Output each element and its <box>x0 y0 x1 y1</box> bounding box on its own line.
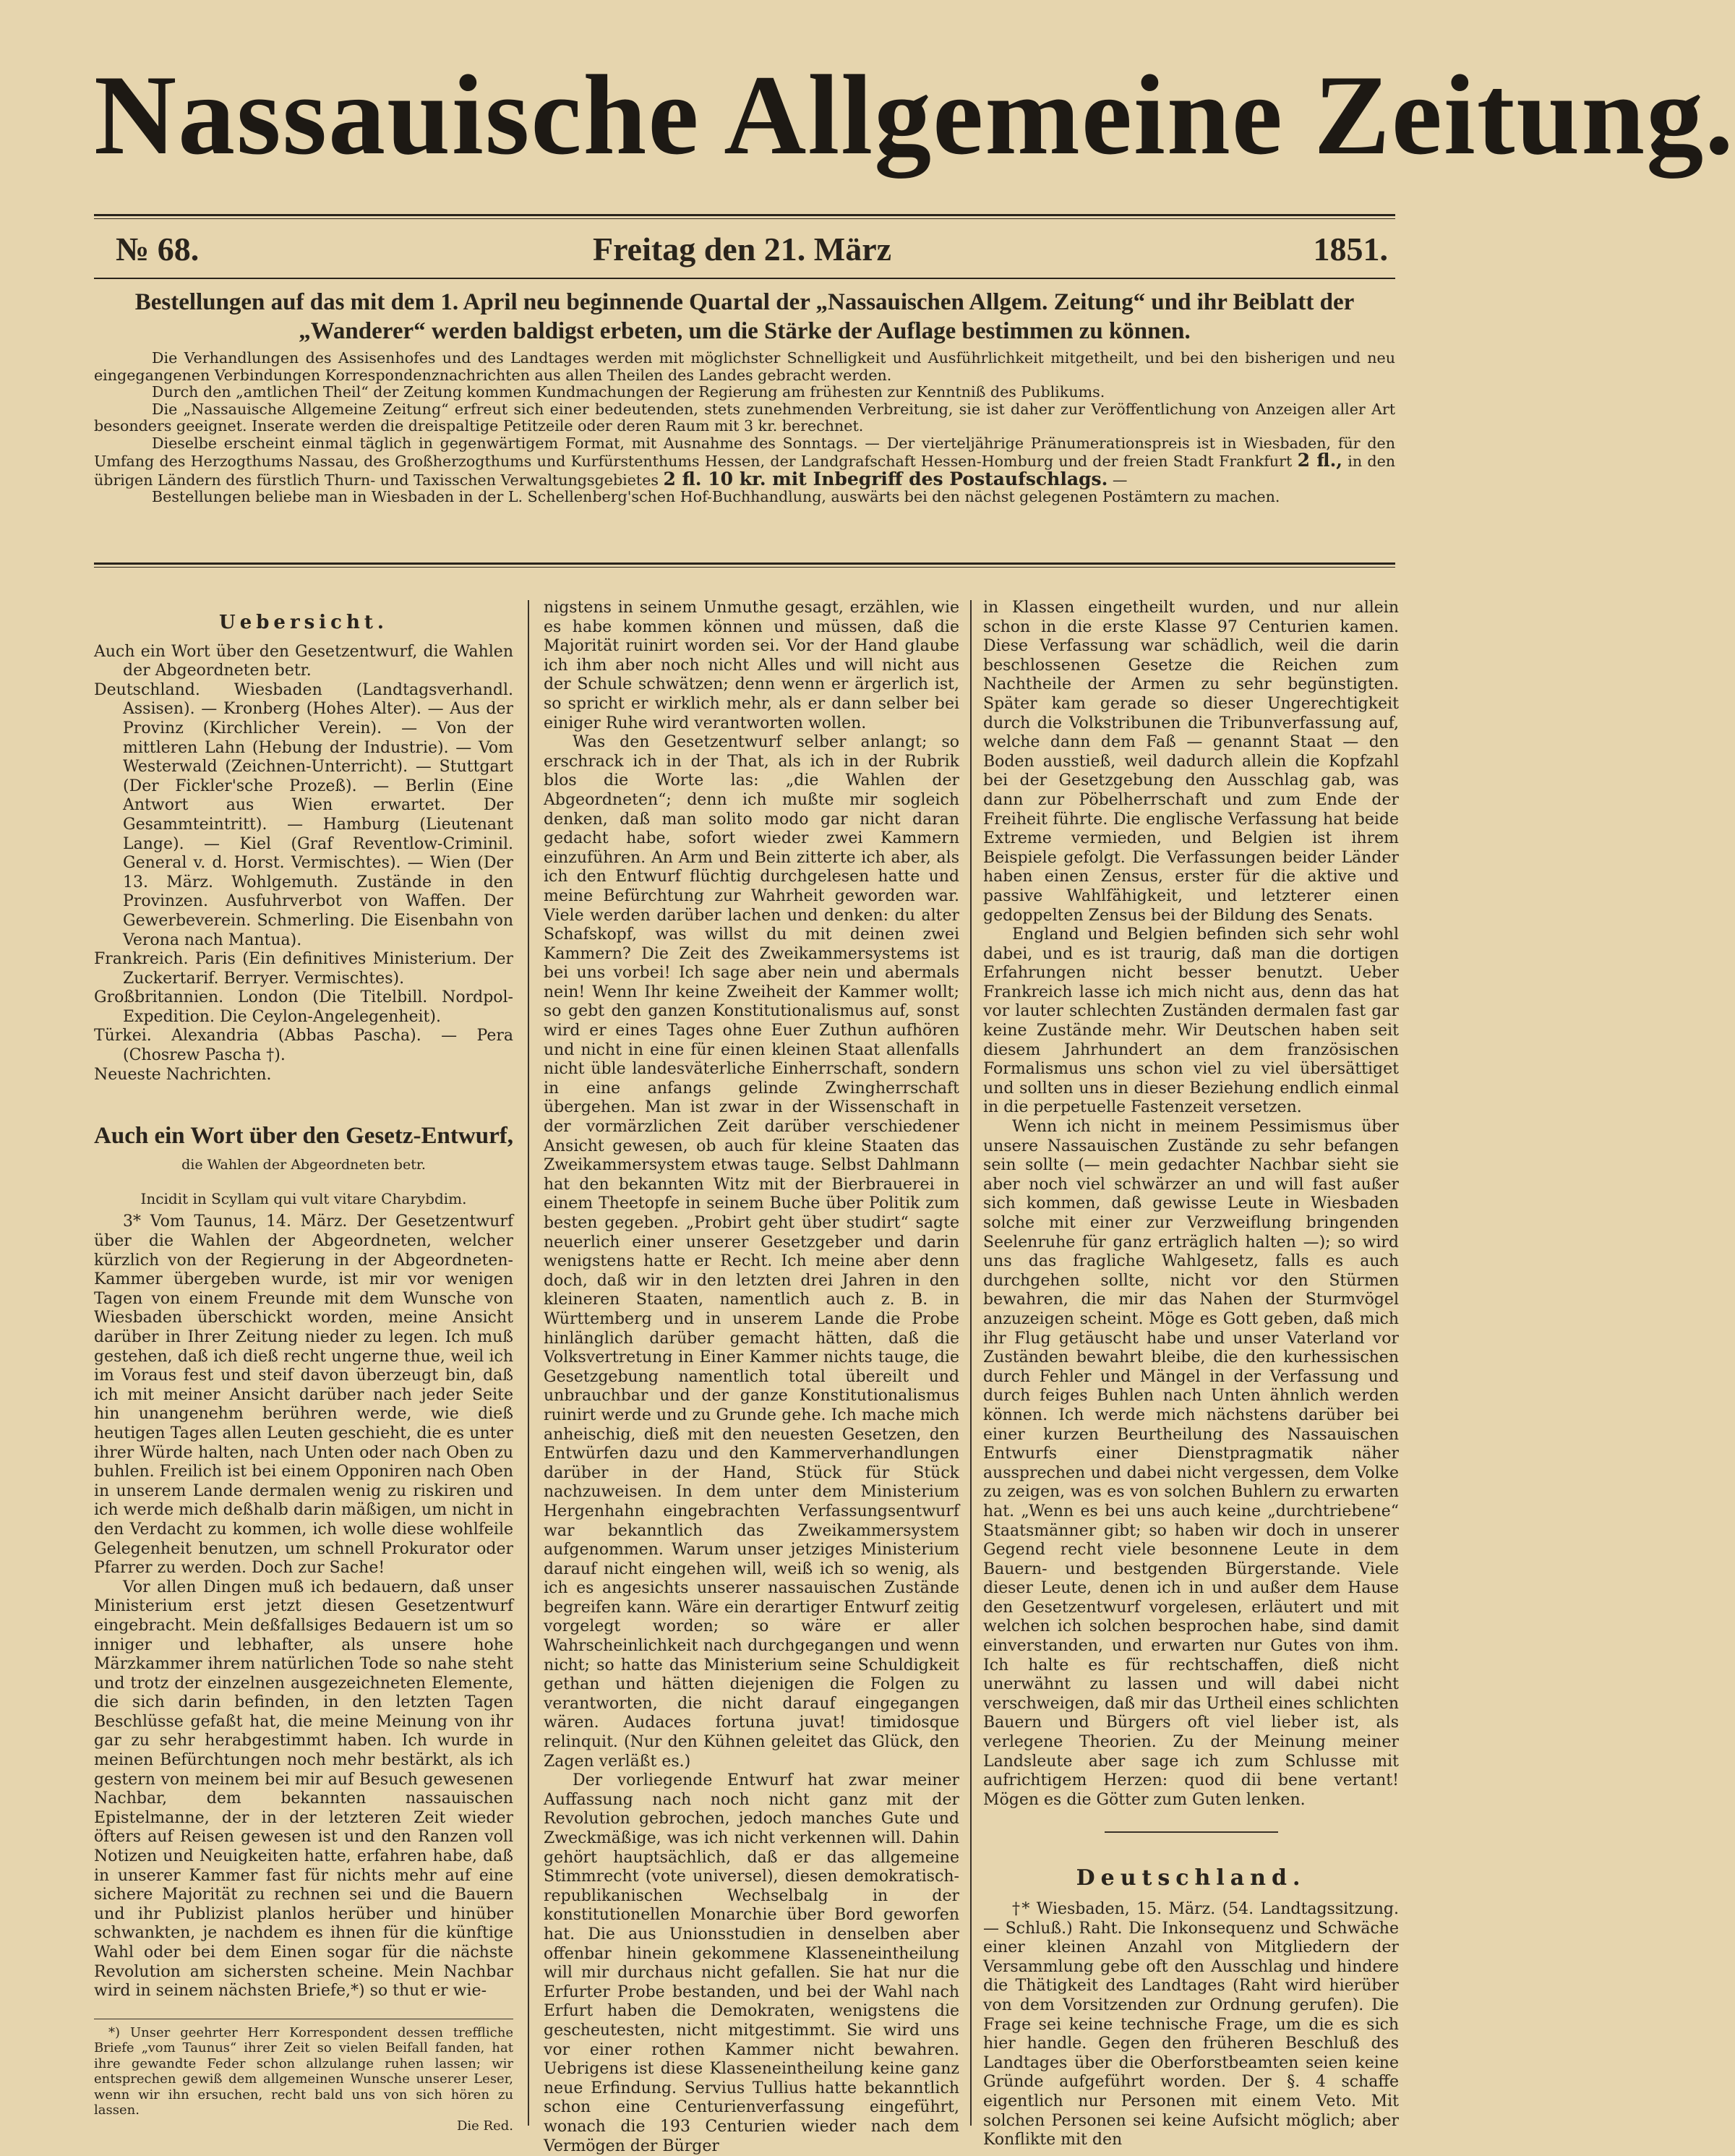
column-divider <box>970 600 972 2126</box>
toc-item: Türkei. Alexandria (Abbas Pascha). — Pera (Chosrew Pascha †). <box>94 1027 513 1065</box>
notice-paragraph-price <box>94 435 1395 489</box>
table-of-contents <box>94 643 513 1085</box>
footnote-signature: Die Red. <box>456 2118 513 2134</box>
article-title: Auch ein Wort über den Gesetz-Entwurf, <box>94 1123 513 1150</box>
notice-paragraph: Die Verhandlungen des Assisenhofes und des Landtages werden mit möglichster Schnelligkeit und Ausführlichkeit mitgetheilt, und bei den bisherigen und neu eingegangenen Verbindungen Korrespondenznachrichten aus allen Theilen des Landes gebracht werden. <box>94 349 1395 384</box>
footnote-text: *) Unser geehrter Herr Korrespondent dessen treffliche Briefe „vom Taunus“ ihrer Zeit so vielen Beifall fanden, hat ihre gewandte Feder schon allzulange ruhen lassen; wir entsprechen gewiß dem allgemeinen Wunsche unserer Leser, wenn wir ihn ersuchen, recht bald uns von sich hören zu lassen. <box>94 2024 513 2118</box>
column-1 <box>94 599 513 2134</box>
section-separator <box>1105 1831 1278 1833</box>
masthead-rule-top <box>94 214 1395 216</box>
notice-text: — <box>1112 471 1128 489</box>
dateline <box>116 230 1388 273</box>
article-paragraph: Der vorliegende Entwurf hat zwar meiner Auffassung nach noch nicht ganz mit der Revolution gebrochen, jedoch manches Gute und Zweckmäßige, was ich nicht verkennen will. Dahin gehört hauptsächlich, daß er das allgemeine Stimmrecht (vote universel), diesen demokratisch-republikanischen Wechselbalg in der konstitutionellen Monarchie über Bord geworfen hat. Die aus Unionsstudien in denselben aber offenbar hinein gekommene Klasseneintheilung will mir durchaus nicht gefallen. Sie hat nur die Erfurter Probe bestanden, und bei der Wahl nach Erfurt haben die Demokraten, wenigstens die gescheutesten, nicht mitgestimmt. Sie wird uns vor einer rothen Kammer nicht bewahren. Uebrigens ist diese Klasseneintheilung keine ganz neue Erfindung. Servius Tullius hatte bekanntlich schon eine Centurienverfassung eingeführt, wonach die 193 Centurien wieder nach dem Vermögen der Bürger <box>544 1771 959 2155</box>
article-motto: Incidit in Scyllam qui vult vitare Charybdim. <box>140 1189 467 1207</box>
article-paragraph: in Klassen eingetheilt wurden, und nur allein schon in die erste Klasse 97 Centurien kamen. Diese Verfassung war schädlich, weil die darin beschlossenen Gesetze die Reichen zum Nachtheile der Armen zu sehr begünstigten. Später kam gerade so dieser Ungerechtigkeit durch die Volkstribunen die Tribunverfassung auf, welche dann dem Faß — genannt Staat — den Boden ausstieß, weil dadurch allein die Kopfzahl bei der Gesetzgebung den Ausschlag gab, was dann zur Pöbelherrschaft und zum Ende der Freiheit führte. Die englische Verfassung hat beide Extreme vermieden, und Belgien ist ihrem Beispiele gefolgt. Die Verfassungen beider Länder haben einen Zensus, erster für die aktive und passive Wahlfähigkeit, und letzterer einen gedoppelten Zensus bei der Bildung des Senats. <box>983 599 1399 925</box>
issue-year: 1851. <box>1313 231 1388 268</box>
notice-headline: Bestellungen auf das mit dem 1. April neu beginnende Quartal der „Nassauischen Allgem. Zeitung“ und ihr Beiblatt der „Wanderer“ werden baldigst erbeten, um die Stärke der Auflage bestimmen zu können. <box>134 289 1355 344</box>
issue-number: № 68. <box>116 231 200 268</box>
notice-rule-bottom <box>94 562 1395 565</box>
notice-text: Dieselbe erscheint einmal täglich in gegenwärtigem Format, mit Ausnahme des Sonntags. — Der vierteljährige Pränumerationspreis ist in Wiesbaden, für den Umfang des Herzogthums Nassau, des Großherzogthums und Kurfürstenthums Hessen, der Landgrafschaft Hessen-Homburg und der freien Stadt Frankfurt <box>94 434 1395 470</box>
column-2 <box>544 599 959 2155</box>
notice-paragraph: Durch den „amtlichen Theil“ der Zeitung kommen Kundmachungen der Regierung am frühesten zur Kenntniß des Publikums. <box>152 383 1105 401</box>
toc-item: Neueste Nachrichten. <box>94 1065 272 1084</box>
toc-item: Deutschland. Wiesbaden (Landtagsverhandl. Assisen). — Kronberg (Hohes Alter). — Aus der Provinz (Kirchlicher Verein). — Von der mittleren Lahn (Hebung der Industrie). — Vom Westerwald (Zeichnen-Unterricht). — Stuttgart (Der Fickler'sche Prozeß). — Berlin (Eine Antwort aus Wien erwartet. Der Gesammteintritt). — Hamburg (Lieutenant Lange). — Kiel (Graf Reventlow-Criminil. General v. d. Horst. Vermischtes). — Wien (Der 13. März. Wohlgemuth. Zustände in den Provinzen. Ausfuhrverbot von Waffen. Der Gewerbeverein. Schmerling. Die Eisenbahn von Verona nach Mantua). <box>94 680 513 949</box>
toc-item: Großbritannien. London (Die Titelbill. Nordpol-Expedition. Die Ceylon-Angelegenheit). <box>94 988 513 1026</box>
price-domestic: 2 fl., <box>1297 450 1342 471</box>
article-subtitle: die Wahlen der Abgeordneten betr. <box>181 1157 426 1173</box>
article-paragraph: †* Wiesbaden, 15. März. (54. Landtagssitzung. — Schluß.) Raht. Die Inkonsequenz und Schwäche einer kleinen Anzahl von Mitgliedern der Versammlung gebe oft den Ausschlag und hindere die Thätigkeit des Landtages (Raht wird hierüber von dem Vorsitzenden zur Ordnung gerufen). Die Frage sei keine technische Frage, um die es sich hier handle. Gegen den früheren Beschluß des Landtages über die Oberforstbeamten seien keine Gründe aufgeführt worden. Der §. 4 schaffe eigentlich nur Personen mit einem Veto. Mit solchen Personen sei keine Aufsicht möglich; aber Konflikte mit den <box>983 1900 1399 2149</box>
article-paragraph: Vor allen Dingen muß ich bedauern, daß unser Ministerium erst jetzt diesen Gesetzentwurf eingebracht. Mein deßfallsiges Bedauern ist um so inniger und lebhafter, als unsere hohe Märzkammer ihrem natürlichen Tode so nahe steht und trotz der einzelnen ausgezeichneten Elemente, die sich darin befinden, in den letzten Tagen Beschlüsse gefaßt hat, die meine Meinung von ihr gar zu sehr herabgestimmt haben. Ich wurde in meinen Befürchtungen noch mehr bestärkt, als ich gestern von meinem bei mir auf Besuch gewesenen Nachbar, dem bekannten nassauischen Epistelmanne, der in der letzteren Zeit wieder öfters auf Reisen gewesen ist und den Ranzen voll Notizen und Neuigkeiten hatte, erfahren habe, daß in unserer Kammer fast für nichts mehr auf eine sichere Majorität zu rechnen sei und die Bauern und ihr Publizist planlos herüber und hinüber schwankten, je nachdem es ihnen für die künftige Wahl oder bei dem Einen sogar für die nächste Revolution am sichersten scheine. Mein Nachbar wird in seinem nächsten Briefe,*) so thut er wie- <box>94 1578 513 2001</box>
column-3 <box>983 599 1399 2149</box>
price-foreign: 2 fl. 10 kr. mit Inbegriff des Postaufschlags. <box>663 468 1108 489</box>
article-paragraph: 3* Vom Taunus, 14. März. Der Gesetzentwurf über die Wahlen der Abgeordneten, welcher kürzlich von der Regierung in der Abgeordneten-Kammer übergeben wurde, ist mir vor wenigen Tagen von einem Freunde mit dem Wunsche von Wiesbaden überschickt worden, meine Ansicht darüber in Ihrer Zeitung nieder zu legen. Ich muß gestehen, daß ich dieß recht ungerne thue, weil ich im Voraus fest und steif davon überzeugt bin, daß ich mit meiner Ansicht darüber nach jeder Seite hin unangenehm berühren werde, wie dieß heutigen Tages allen Leuten geschieht, die es unter ihrer Würde halten, nach Unten oder nach Oben zu buhlen. Freilich ist bei einem Opponiren nach Oben in unserem Lande dermalen wenig zu riskiren und ich werde mich deßhalb darin mäßigen, um nicht in den Verdacht zu kommen, ich wolle diese wohlfeile Gelegenheit benutzen, um schnell Prokurator oder Pfarrer zu werden. Doch zur Sache! <box>94 1212 513 1578</box>
masthead-rule-thin <box>94 218 1395 219</box>
subscription-notice <box>94 288 1395 555</box>
article-paragraph: Wenn ich nicht in meinem Pessimismus über unsere Nassauischen Zustände zu sehr befangen sein sollte (— mein gedachter Nachbar sieht sie aber noch viel schwärzer an und will fast außer sich kommen, daß gewisse Leute in Wiesbaden solche mit einer zur Verzweiflung bringenden Seelenruhe für ganz erträglich halten —); so wird uns das fragliche Wahlgesetz, falls es auch durchgehen sollte, nicht vor den Stürmen bewahren, die mir das Nahen der Sturmvögel anzuzeigen scheint. Möge es Gott geben, daß mich ihr Flug getäuscht habe und unser Vaterland vor Zuständen bewahrt bleibe, die den kurhessischen durch Fehler und Mängel in der Verfassung und durch feiges Buhlen nach Unten ähnlich werden können. Ich werde mich nächstens darüber bei einer kurzen Beurtheilung des Nassauischen Entwurfs einer Dienstpragmatik näher aussprechen und dabei nicht vergessen, dem Volke zu zeigen, was es von solchen Buhlern zu erwarten hat. „Wenn es bei uns auch keine „durchtriebene“ Staatsmänner gibt; so haben wir doch in unserer Gegend recht viele besonnene Leute in dem Bauern- und bestgenden Bürgerstande. Viele dieser Leute, denen ich in und außer dem Hause den Gesetzentwurf vorgelesen, erläutert und mit welchen ich solchen besprochen habe, sind damit einverstanden, und erwarten nur Gutes von ihm. Ich halte es für rechtschaffen, dieß nicht unerwähnt zu lassen und will dabei nicht verschweigen, daß mir das Urtheil eines schlichten Bauern und Bürgers oft viel lieber ist, als verlegene Theorien. Zu der Meinung meiner Landsleute aber sage ich zum Schlusse mit aufrichtigem Herzen: quod dii bene vertant! Mögen es die Götter zum Guten lenken. <box>983 1118 1399 1809</box>
notice-paragraph: Die „Nassauische Allgemeine Zeitung“ erfreut sich einer bedeutenden, stets zunehmenden Verbreitung, sie ist daher zur Veröffentlichung von Anzeigen aller Art besonders geeignet. Inserate werden die dreispaltige Petitzeile oder deren Raum mit 3 kr. berechnet. <box>94 400 1395 435</box>
toc-item: Auch ein Wort über den Gesetzentwurf, die Wahlen der Abgeordneten betr. <box>94 642 513 680</box>
column-divider <box>528 600 529 2126</box>
article-paragraph: England und Belgien befinden sich sehr wohl dabei, und es ist traurig, daß man die dortigen Erfahrungen nicht besser benutzt. Ueber Frankreich lasse ich mich nicht aus, denn das hat vor lauter schlechten Zuständen dermalen fast gar keine Zustände mehr. Wir Deutschen haben seit diesem Jahrhundert an dem französischen Formalismus uns schon viel zu viel übersättiget und sollten uns in dieser Beziehung endlich einmal in die perpetuelle Fastenzeit versetzen. <box>983 925 1399 1117</box>
article-paragraph: Was den Gesetzentwurf selber anlangt; so erschrack ich in der That, als ich in der Rubrik blos die Worte las: „die Wahlen der Abgeordneten“; denn ich mußte mir sogleich denken, daß man solito modo gar nicht daran gedacht habe, sofort wieder zwei Kammern einzuführen. An Arm und Bein zitterte ich aber, als ich den Entwurf flüchtig durchgelesen hatte und meine Befürchtung zur Wahrheit geworden war. Viele werden darüber lachen und denken: du alter Schafskopf, was willst du mit deinen zwei Kammern? Die Zeit des Zweikammersystems ist bei uns vorbei! Ich sage aber nein und abermals nein! Wenn Ihr keine Zweiheit der Kammer wollt; so gebt den ganzen Konstitutionalismus auf, sonst wird er eines Tages ohne Euer Zuthun aufhören und nicht in eine für einen kleinen Staat allenfalls nicht üble landesväterliche Einherrschaft, sondern in eine anfangs gelinde Zwingherrschaft übergehen. Man ist zwar in der Wissenschaft in der vormärzlichen Zeit darüber verschiedener Ansicht gewesen, ob auch für kleine Staaten das Zweikammersystem etwas tauge. Selbst Dahlmann hat den bekannten Witz mit der Bierbrauerei in einem Theetopfe in seinem Buche über Politik zum besten gegeben. „Probirt geht über studirt“ sagte neuerlich einer unserer Gesetzgeber und darin wenigstens hatte er Recht. Ich meine aber denn doch, daß wir in den letzten drei Jahren in den kleineren Staaten, namentlich auch z. B. in Württemberg und in unserem Lande die Probe hinlänglich darüber gemacht hätten, daß die Volksvertretung in Einer Kammer nichts tauge, die Gesetzgebung namentlich total übereilt und unbrauchbar und der ganze Konstitutionalismus ruinirt werde und zu Grunde gehe. Ich mache mich anheischig, dieß mit den neuesten Gesetzen, den Entwürfen dazu und den Kammerverhandlungen darüber in der Hand, Stück für Stück nachzuweisen. In dem unter dem Ministerium Hergenhahn eingebrachten Verfassungsentwurf war bekanntlich das Zweikammersystem aufgenommen. Warum unser jetziges Ministerium darauf nicht eingehen will, weiß ich so wenig, als ich es angesichts unserer nassauischen Zustände begreifen kann. Wäre ein derartiger Entwurf zeitig vorgelegt worden; so wäre er aller Wahrscheinlichkeit nach durchgegangen und wenn nicht; so hatte das Ministerium seine Schuldigkeit gethan und hätten diejenigen die Folgen zu verantworten, die nicht darauf eingegangen wären. Audaces fortuna juvat! timidosque relinquit. (Nur den Kühnen geleitet das Glück, den Zagen verläßt es.) <box>544 733 959 1771</box>
issue-date: Freitag den 21. März <box>593 231 892 268</box>
article-paragraph: nigstens in seinem Unmuthe gesagt, erzählen, wie es habe kommen können und müssen, daß die Majorität ruinirt worden sei. Vor der Hand glaube ich ihm aber noch nicht Alles und will nicht aus der Schule schwätzen; denn wenn er ärgerlich ist, so spricht er wirklich mehr, als er dann selber bei einiger Ruhe wird verantworten wollen. <box>544 599 959 732</box>
dateline-rule <box>94 278 1395 279</box>
toc-title: Uebersicht. <box>219 612 388 633</box>
section-title-deutschland: Deutschland. <box>1076 1865 1306 1891</box>
toc-item: Frankreich. Paris (Ein definitives Ministerium. Der Zuckertarif. Berryer. Vermischtes). <box>94 950 513 988</box>
notice-text: in den übrigen Ländern des fürstlich Thurn- und Taxisschen Verwaltungsgebietes <box>94 453 1396 489</box>
masthead-title: Nassauische Allgemeine Zeitung. <box>94 52 1735 179</box>
notice-paragraph: Bestellungen beliebe man in Wiesbaden in der L. Schellenberg'schen Hof-Buchhandlung, auswärts bei den nächst gelegenen Postämtern zu machen. <box>152 488 1280 505</box>
footnote <box>94 2019 513 2134</box>
notice-rule-thin <box>94 567 1395 568</box>
